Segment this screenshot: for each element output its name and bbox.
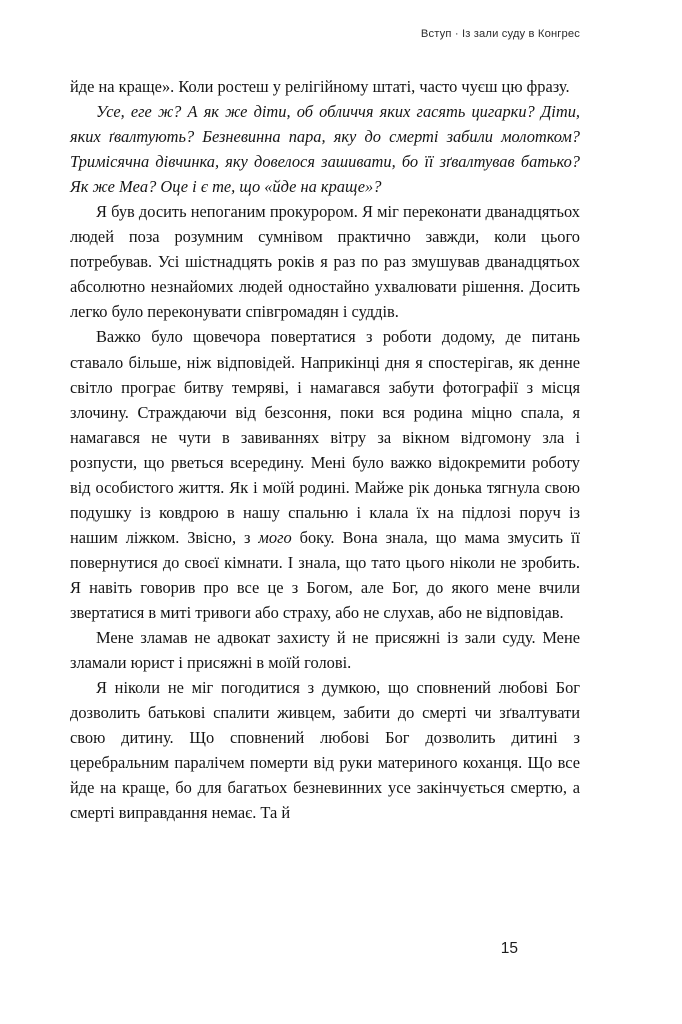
body-text-block <box>70 74 580 825</box>
paragraph: Я ніколи не міг погодитися з думкою, що сповнений любові Бог дозволить батькові спалити живцем, забити до смерті чи зґвалтувати свою дитину. Що сповнений любові Бог дозволить дитині з церебральним паралічем померти від руки материного коханця. Що все йде на краще, бо для багатьох безневинних усе закінчується смертю, а смерті виправдання немає. Та й <box>70 678 580 823</box>
paragraph-text-segment: Важко було щовечора повертатися з роботи додому, де питань ставало більше, ніж відповідей. Наприкінці дня я спостерігав, як денне світло програє битву темряві, і намагався забути фотографії з місця злочину. Страждаючи від безсоння, поки вся родина міцно спала, я намагався не чути в завиваннях вітру за вікном відгомону зла і розпусти, що рветься всередину. Мені було важко відокремити роботу від особистого життя. Як і моїй родині. Майже рік донька тягнула свою подушку із ковдрою в нашу спальню і клала їх на підлозі поруч із нашим ліжком. Звісно, з <box>70 327 580 547</box>
paragraph-italic: Усе, еге ж? А як же діти, об обличчя яких гасять цигарки? Діти, яких ґвалтують? Безневинна пара, яку до смерті забили молотком? Тримісячна дівчинка, яку довелося зашивати, бо її зґвалтував батько? Як же Mea? Оце і є те, що «йде на краще»? <box>70 102 580 197</box>
emphasized-word: мого <box>258 527 292 547</box>
running-head: Вступ · Із зали суду в Конгрес <box>420 28 580 40</box>
paragraph <box>70 324 580 625</box>
page-number: 15 <box>500 940 518 957</box>
paragraph: йде на краще». Коли ростеш у релігійному штаті, часто чуєш цю фразу. <box>70 77 570 96</box>
paragraph-text-segment: боку. Вона знала, що мама змусить її повернутися до своєї кімнати. І знала, що тато цього ніколи не зробить. Я навіть говорив про все це з Богом, але Бог, до якого мене вчили звертатися в миті тривоги або страху, або не слухав, або не відповідав. <box>70 527 581 622</box>
paragraph: Мене зламав не адвокат захисту й не присяжні із зали суду. Мене зламали юрист і присяжні в моїй голові. <box>70 628 580 673</box>
paragraph: Я був досить непоганим прокурором. Я міг переконати дванадцятьох людей поза розумним сумнівом практично завжди, коли цього потребував. Усі шістнадцять років я раз по раз змушував дванадцятьох абсолютно незнайомих людей одностайно ухвалювати рішення. Досить легко було переконувати співгромадян і суддів. <box>70 202 580 322</box>
